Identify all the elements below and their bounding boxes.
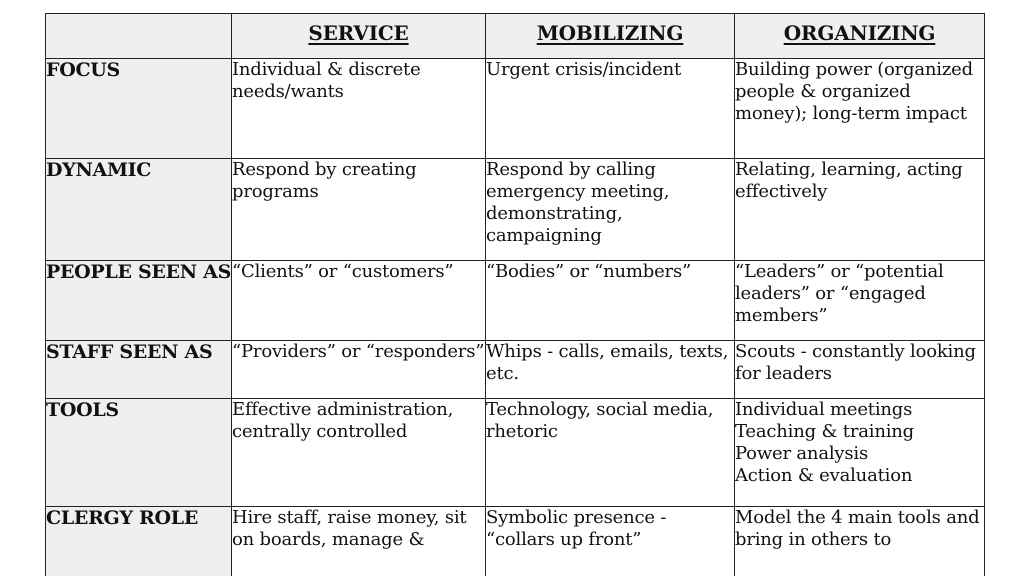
comparison-table (45, 13, 985, 576)
header-organizing: ORGANIZING (735, 14, 985, 59)
table-row (46, 341, 985, 399)
row-label-clergy-role: CLERGY ROLE (46, 507, 232, 576)
table-row (46, 399, 985, 507)
table-row (46, 59, 985, 159)
table-cell: Relating, learning, acting effectively (735, 159, 985, 261)
table-row (46, 159, 985, 261)
table-cell: “Providers” or “responders” (232, 341, 486, 399)
row-label-people-seen-as: PEOPLE SEEN AS (46, 261, 232, 341)
table-cell: Building power (organized people & organized money); long-term impact (735, 59, 985, 159)
table-cell: Effective administration, centrally controlled (232, 399, 486, 507)
header-row (46, 14, 985, 59)
table-cell: Technology, social media, rhetoric (486, 399, 735, 507)
row-label-dynamic: DYNAMIC (46, 159, 232, 261)
table-cell: Whips - calls, emails, texts, etc. (486, 341, 735, 399)
table-cell: “Bodies” or “numbers” (486, 261, 735, 341)
header-mobilizing: MOBILIZING (486, 14, 735, 59)
table-cell: Respond by calling emergency meeting, demonstrating, campaigning (486, 159, 735, 261)
table-cell: Hire staff, raise money, sit on boards, manage & (232, 507, 486, 576)
table-cell: Individual meetings Teaching & training Power analysis Action & evaluation (735, 399, 985, 507)
row-label-staff-seen-as: STAFF SEEN AS (46, 341, 232, 399)
corner-header-cell (46, 14, 232, 59)
table-cell: “Leaders” or “potential leaders” or “engaged members” (735, 261, 985, 341)
table-cell: Model the 4 main tools and bring in others to (735, 507, 985, 576)
table-cell: Symbolic presence - “collars up front” (486, 507, 735, 576)
table-cell: Individual & discrete needs/wants (232, 59, 486, 159)
table-row (46, 261, 985, 341)
table-row (46, 507, 985, 576)
table-cell: “Clients” or “customers” (232, 261, 486, 341)
table-cell: Scouts - constantly looking for leaders (735, 341, 985, 399)
table-cell: Urgent crisis/incident (486, 59, 735, 159)
row-label-focus: FOCUS (46, 59, 232, 159)
header-service: SERVICE (232, 14, 486, 59)
row-label-tools: TOOLS (46, 399, 232, 507)
table-cell: Respond by creating programs (232, 159, 486, 261)
